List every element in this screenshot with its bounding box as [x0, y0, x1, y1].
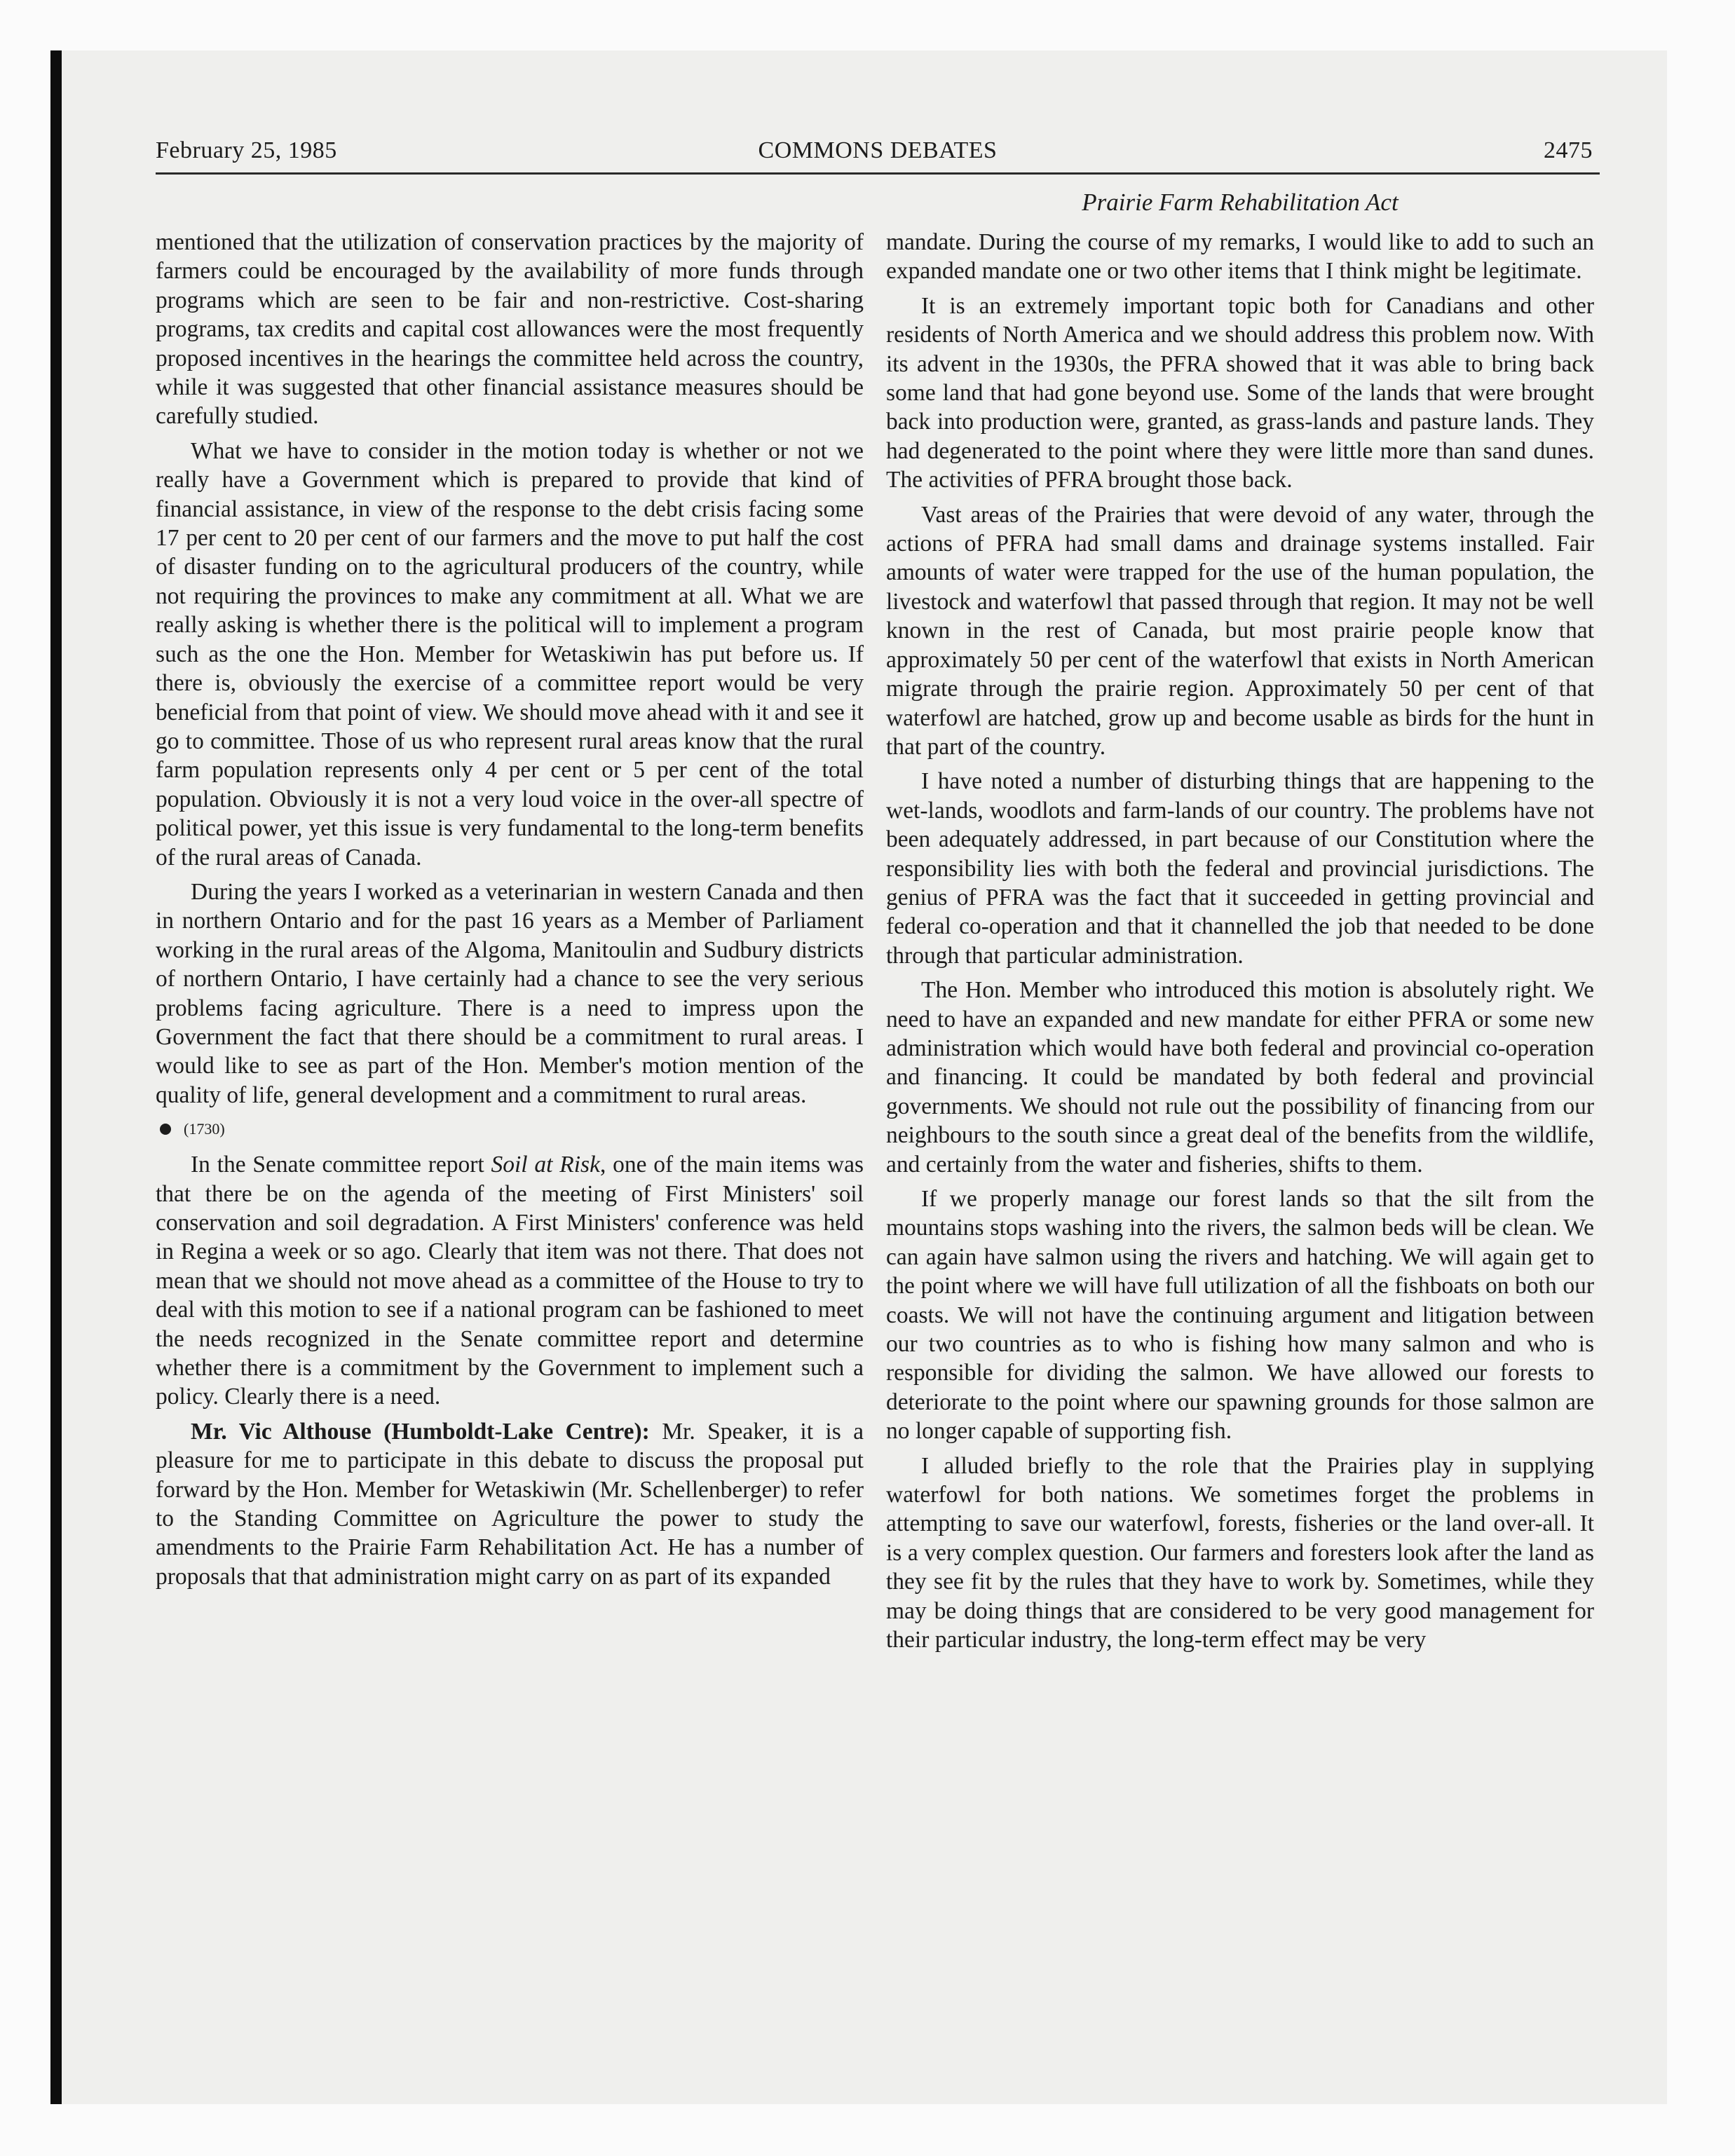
time-marker — [156, 1115, 864, 1143]
paragraph: What we have to consider in the motion today is whether or not we really have a Government which is prepared to provide that kind of financial assistance, in view of the response to the debt crisis facing some 17 per cent to 20 per cent of our farmers and the move to put half the cost of disaster funding on to the agricultural producers of the country, while not requiring the provinces to make any commitment at all. What we are really asking is whether there is the political will to implement a program such as the one the Hon. Member for Wetaskiwin has put before us. If there is, obviously the exercise of a committee report would be very beneficial from that point of view. We should move ahead with it and see it go to committee. Those of us who represent rural areas know that the rural farm population represents only 4 per cent or 5 per cent of the total population. Obviously it is not a very loud voice in the over-all spectre of political power, yet this issue is very fundamental to the long-term benefits of the rural areas of Canada. — [156, 437, 864, 871]
paragraph: During the years I worked as a veterinarian in western Canada and then in northern Ontario and for the past 16 years as a Member of Parliament working in the rural areas of the Algoma, Manitoulin and Sudbury districts of northern Ontario, I have certainly had a chance to see the very serious problems facing agriculture. There is a need to impress upon the Government the fact that there should be a commitment to rural areas. I would like to see as part of the Hon. Member's motion mention of the quality of life, general development and a commitment to rural areas. — [156, 878, 864, 1108]
bullet-icon — [160, 1124, 171, 1135]
paragraph-text: , one of the main items was that there be on the agenda of the meeting of First Ministers' soil conservation and soil degradation. A First Ministers' conference was held in Regina a week or so ago. Clearly that item was not there. That does not mean that we should not move ahead as a committee of the House to try to deal with this motion to see if a national program can be fashioned to meet the needs recognized in the Senate committee report and determine whether there is a commitment by the Government to implement such a policy. Clearly there is a need. — [156, 1152, 864, 1410]
header-date: February 25, 1985 — [156, 137, 337, 163]
paragraph: Vast areas of the Prairies that were devoid of any water, through the actions of PFRA had small dams and drainage systems installed. Fair amounts of water were trapped for the use of the human population, the livestock and waterfowl that passed through that region. It may not be well known in the rest of Canada, but most prairie people know that approximately 50 per cent of the waterfowl that exists in North American migrate through the prairie region. Approximately 50 per cent of that waterfowl are hatched, grow up and become usable as birds for the hunt in that part of the country. — [886, 501, 1594, 760]
paragraph: I alluded briefly to the role that the Prairies play in supplying waterfowl for both nations. We sometimes forget the problems in attempting to save our waterfowl, forests, fisheries or the land over-all. It is a very complex question. Our farmers and foresters look after the land as they see fit by the rules that they have to work by. Sometimes, while they may be doing things that are considered to be very good management for their particular industry, the long-term effect may be very — [886, 1452, 1594, 1653]
running-head — [156, 133, 1600, 175]
paragraph: The Hon. Member who introduced this motion is absolutely right. We need to have an expanded and new mandate for either PFRA or some new administration which would have both federal and provincial co-operation and financing. It could be mandated by both federal and provincial governments. We should not rule out the possibility of financing from our neighbours to the south since a great deal of the benefits from the wildlife, and certainly from the water and fisheries, shifts to them. — [886, 977, 1594, 1178]
right-column — [886, 228, 1594, 1660]
left-column — [156, 228, 864, 1597]
paragraph-text: Mr. Speaker, it is a pleasure for me to participate in this debate to discuss the proposal put forward by the Hon. Member for Wetaskiwin (Mr. Schellenberger) to refer to the Standing Committee on Agriculture the power to study the amendments to the Prairie Farm Rehabilitation Act. He has a number of proposals that that administration might carry on as part of its expanded — [156, 1418, 864, 1590]
paragraph: mandate. During the course of my remarks, I would like to add to such an expanded mandate one or two other items that I think might be legitimate. — [886, 229, 1594, 285]
paragraph: I have noted a number of disturbing things that are happening to the wet-lands, woodlots and farm-lands of our country. The problems have not been adequately addressed, in part because of our Constitution where the responsibility lies with both the federal and provincial jurisdictions. The genius of PFRA was the fact that it succeeded in getting provincial and federal co-operation and that it channelled the job that needed to be done through that particular administration. — [886, 768, 1594, 969]
header-publication: COMMONS DEBATES — [758, 137, 998, 163]
report-title: Soil at Risk — [491, 1152, 600, 1178]
speaker-name: Mr. Vic Althouse (Humboldt-Lake Centre): — [191, 1418, 650, 1445]
paragraph: If we properly manage our forest lands so that the silt from the mountains stops washing into the rivers, the salmon beds will be clean. We can again have salmon using the rivers and hatching. We will again get to the point where we will have full utilization of all the fishboats on both our coasts. We will not have the continuing argument and litigation between our two countries as to who is fishing how many salmon and who is responsible for dividing the salmon. We have allowed our forests to deteriorate to the point where our spawning grounds for those salmon are no longer capable of supporting fish. — [886, 1186, 1594, 1445]
paragraph-text: In the Senate committee report — [191, 1152, 491, 1178]
paragraph: It is an extremely important topic both for Canadians and other residents of North America and we should address this problem now. With its advent in the 1930s, the PFRA showed that it was able to bring back some land that had gone beyond use. Some of the lands that were brought back into production were, granted, as grass-lands and pasture lands. They had degenerated to the point where they were little more than sand dunes. The activities of PFRA brought those back. — [886, 292, 1594, 493]
paragraph — [156, 1150, 864, 1412]
header-page-number: 2475 — [1544, 137, 1593, 163]
section-title: Prairie Farm Rehabilitation Act — [1082, 189, 1399, 216]
speech-paragraph — [156, 1417, 864, 1591]
binding-shadow — [50, 50, 62, 2104]
paragraph: mentioned that the utilization of conservation practices by the majority of farmers could be encouraged by the availability of more funds through programs which are seen to be fair and non-restrictive. Cost-sharing programs, tax credits and capital cost allowances were the most frequently proposed incentives in the hearings the committee held across the country, while it was suggested that other financial assistance measures should be carefully studied. — [156, 229, 864, 430]
time-marker-text: (1730) — [184, 1120, 225, 1138]
